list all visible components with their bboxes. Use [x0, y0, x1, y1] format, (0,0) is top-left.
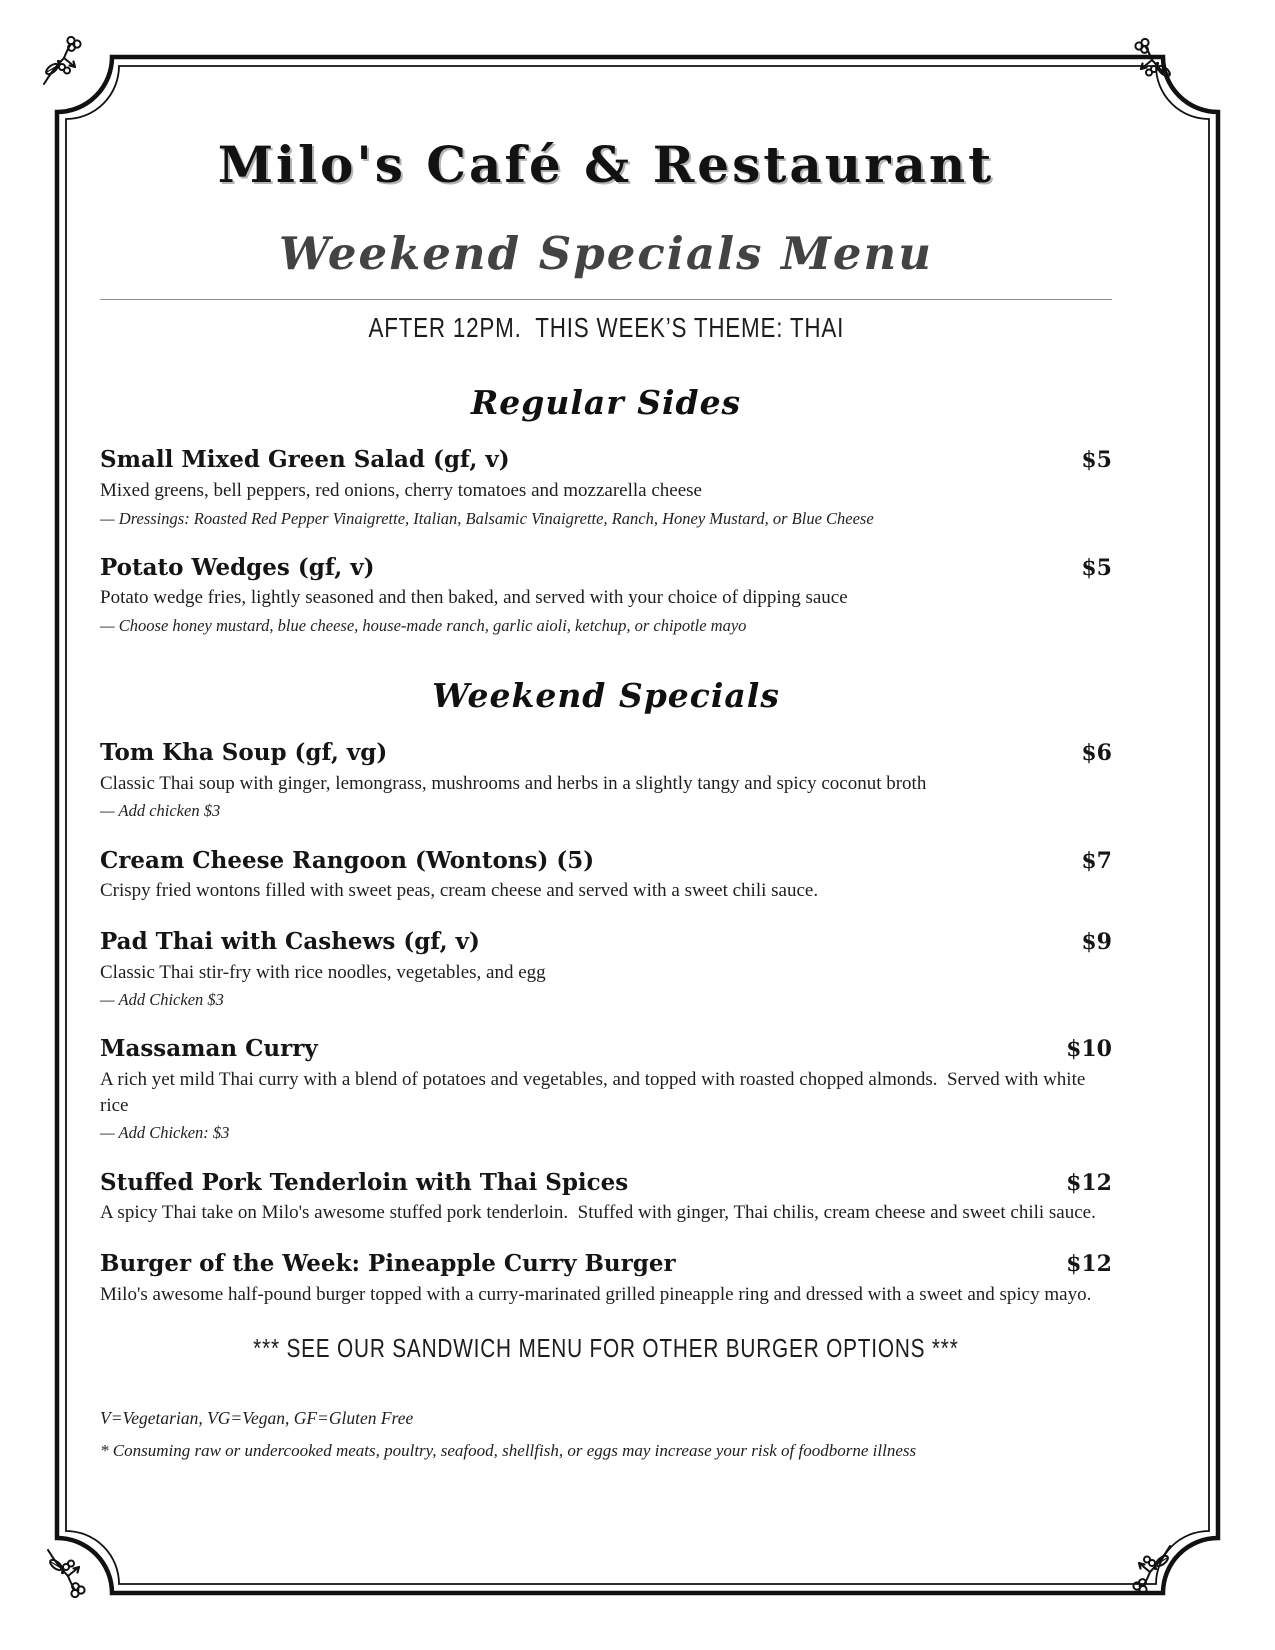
- title-divider: [100, 299, 1112, 300]
- menu-sections: [100, 384, 1112, 1307]
- menu-item: [100, 446, 1112, 529]
- menu-item: [100, 554, 1112, 637]
- item-head: [100, 446, 1112, 475]
- item-head: [100, 554, 1112, 583]
- item-description: Mixed greens, bell peppers, red onions, cherry tomatoes and mozzarella cheese: [100, 479, 702, 501]
- item-note: — Add Chicken $3: [100, 990, 224, 1010]
- menu-item: [100, 847, 1112, 904]
- item-price: $12: [1066, 1250, 1112, 1277]
- tagline: [100, 312, 1112, 344]
- item-head: [100, 739, 1112, 768]
- menu-item: [100, 1169, 1112, 1226]
- item-name: Pad Thai with Cashews (gf, v): [100, 927, 480, 955]
- section-items: [100, 739, 1112, 1307]
- item-head: [100, 1250, 1112, 1279]
- item-price: $6: [1081, 740, 1112, 767]
- item-price: $10: [1066, 1036, 1112, 1063]
- sandwich-menu-callout: [100, 1333, 1112, 1364]
- item-price: $5: [1081, 447, 1112, 474]
- floral-ornament-icon: [36, 34, 88, 90]
- floral-ornament-icon: [40, 1544, 92, 1600]
- section-heading: Regular Sides: [470, 383, 742, 423]
- item-price: $7: [1081, 847, 1112, 874]
- item-head: [100, 928, 1112, 957]
- menu-item: [100, 928, 1112, 1011]
- menu-item: [100, 739, 1112, 822]
- item-description: Classic Thai soup with ginger, lemongrass, mushrooms and herbs in a slightly tangy and spicy coconut broth: [100, 772, 927, 794]
- menu-item: [100, 1035, 1112, 1144]
- footer: [100, 1408, 1112, 1461]
- item-name: Potato Wedges (gf, v): [100, 553, 375, 581]
- item-note: — Choose honey mustard, blue cheese, house-made ranch, garlic aioli, ketchup, or chipotle mayo: [100, 616, 747, 636]
- item-note: — Dressings: Roasted Red Pepper Vinaigrette, Italian, Balsamic Vinaigrette, Ranch, Honey Mustard, or Blue Cheese: [100, 508, 874, 528]
- item-name: Massaman Curry: [100, 1035, 318, 1063]
- item-description: Potato wedge fries, lightly seasoned and then baked, and served with your choice of dipping sauce: [100, 587, 848, 609]
- floral-ornament-icon: [1126, 1540, 1178, 1596]
- item-description: Milo's awesome half-pound burger topped with a curry-marinated grilled pineapple ring and dressed with a sweet and spicy mayo.: [100, 1283, 1092, 1305]
- item-name: Burger of the Week: Pineapple Curry Burger: [100, 1249, 676, 1277]
- floral-ornament-icon: [1128, 36, 1180, 92]
- menu-item: [100, 1250, 1112, 1307]
- section-items: [100, 446, 1112, 637]
- item-name: Small Mixed Green Salad (gf, v): [100, 446, 510, 474]
- item-name: Tom Kha Soup (gf, vg): [100, 739, 388, 767]
- section-heading: Weekend Specials: [432, 676, 780, 716]
- menu-section: [100, 677, 1112, 1307]
- menu-page: [100, 136, 1112, 1461]
- item-price: $9: [1081, 928, 1112, 955]
- page-subtitle: Weekend Specials Menu: [278, 226, 933, 280]
- food-safety-disclaimer: * Consuming raw or undercooked meats, poultry, seafood, shellfish, or eggs may increase your risk of foodborne illness: [100, 1441, 917, 1461]
- item-description: A rich yet mild Thai curry with a blend of potatoes and vegetables, and topped with roasted chopped almonds. Served with white rice: [100, 1069, 1091, 1116]
- item-name: Cream Cheese Rangoon (Wontons) (5): [100, 846, 595, 874]
- item-head: [100, 1169, 1112, 1198]
- callout-text: *** SEE OUR SANDWICH MENU FOR OTHER BURGER OPTIONS ***: [253, 1333, 959, 1364]
- item-price: $12: [1066, 1169, 1112, 1196]
- item-name: Stuffed Pork Tenderloin with Thai Spices: [100, 1168, 629, 1196]
- item-note: — Add chicken $3: [100, 801, 221, 821]
- page-title: Milo's Café & Restaurant: [217, 135, 995, 194]
- item-description: A spicy Thai take on Milo's awesome stuffed pork tenderloin. Stuffed with ginger, Thai chilis, cream cheese and sweet chili sauce.: [100, 1202, 1096, 1224]
- item-description: Classic Thai stir-fry with rice noodles, vegetables, and egg: [100, 961, 546, 983]
- diet-legend: V=Vegetarian, VG=Vegan, GF=Gluten Free: [100, 1408, 414, 1429]
- item-description: Crispy fried wontons filled with sweet peas, cream cheese and served with a sweet chili sauce.: [100, 880, 819, 902]
- tagline-text: AFTER 12PM. THIS WEEK’S THEME: THAI: [368, 312, 844, 344]
- item-note: — Add Chicken: $3: [100, 1123, 230, 1143]
- item-head: [100, 1035, 1112, 1064]
- menu-section: [100, 384, 1112, 637]
- item-price: $5: [1081, 554, 1112, 581]
- item-head: [100, 847, 1112, 876]
